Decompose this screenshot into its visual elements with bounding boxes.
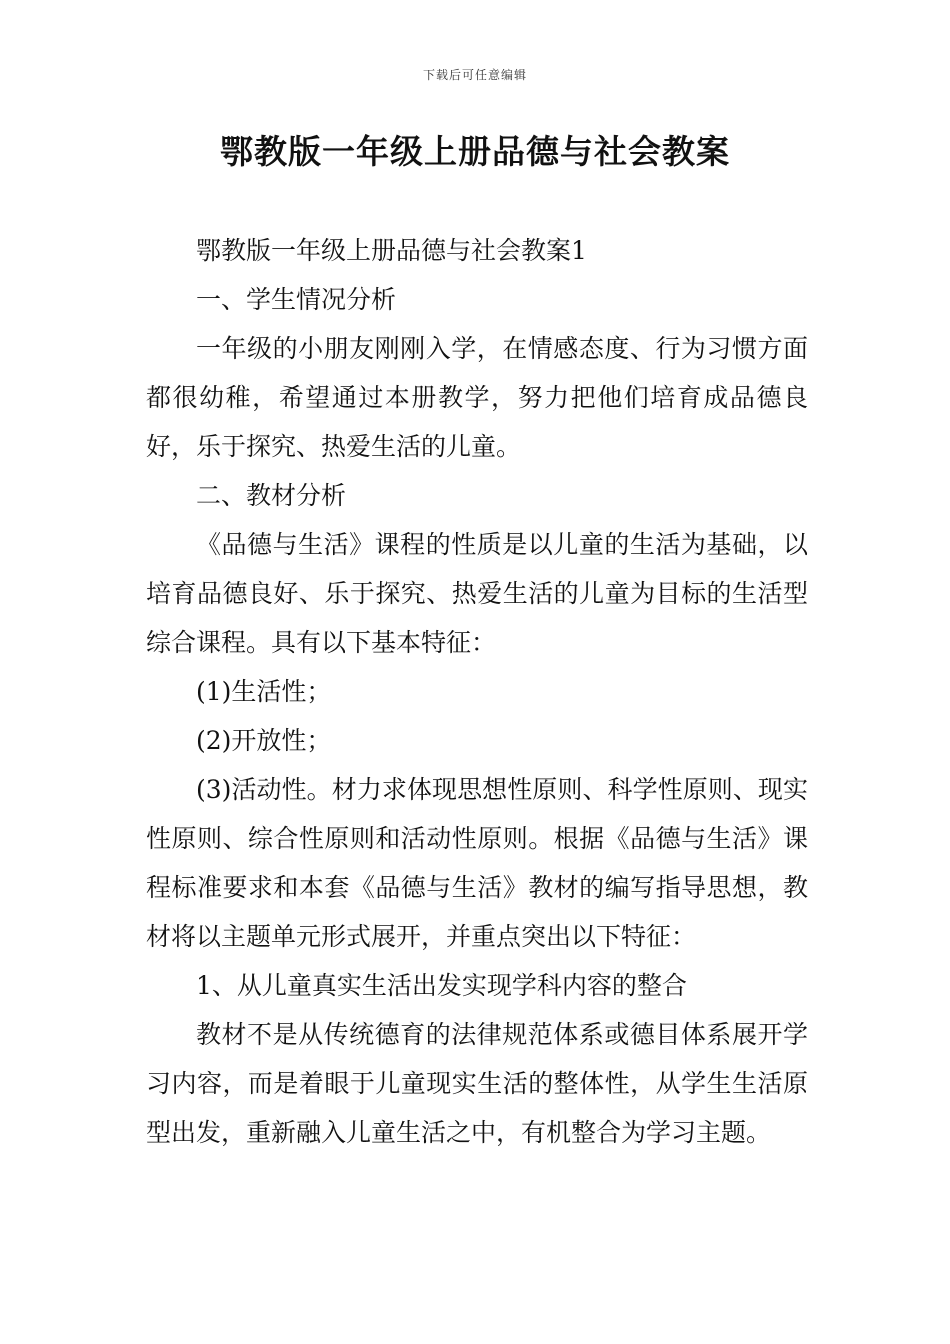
paragraph-feature-1: (1)生活性； (196, 677, 332, 706)
paragraph-section-student-analysis: 一、学生情况分析 (196, 285, 397, 314)
page-title: 鄂教版一年级上册品德与社会教案 (220, 132, 730, 171)
paragraph-section-textbook-analysis: 二、教材分析 (196, 481, 347, 510)
paragraph-integration: 教材不是从传统德育的法律规范体系或德目体系展开学习内容，而是着眼于儿童现实生活的整体性，从学生生活原型出发，重新融入儿童生活之中，有机整合为学习主题。 (146, 1020, 808, 1147)
paragraph-subheading-1: 1、从儿童真实生活出发实现学科内容的整合 (196, 971, 687, 1000)
document-body (146, 226, 808, 1157)
header-note: 下载后可任意编辑 (422, 68, 527, 82)
paragraph-feature-2: (2)开放性； (196, 726, 332, 755)
paragraph-feature-3: (3)活动性。材力求体现思想性原则、科学性原则、现实性原则、综合性原则和活动性原则。根据《品德与生活》课程标准要求和本套《品德与生活》教材的编写指导思想，教材将以主题单元形式展开，并重点突出以下特征： (146, 775, 808, 951)
paragraph-course-nature: 《品德与生活》课程的性质是以儿童的生活为基础，以培育品德良好、乐于探究、热爱生活的儿童为目标的生活型综合课程。具有以下基本特征： (146, 530, 808, 657)
paragraph-lesson-heading: 鄂教版一年级上册品德与社会教案1 (196, 236, 587, 265)
paragraph-student-analysis: 一年级的小朋友刚刚入学，在情感态度、行为习惯方面都很幼稚，希望通过本册教学，努力把他们培育成品德良好，乐于探究、热爱生活的儿童。 (146, 334, 808, 461)
